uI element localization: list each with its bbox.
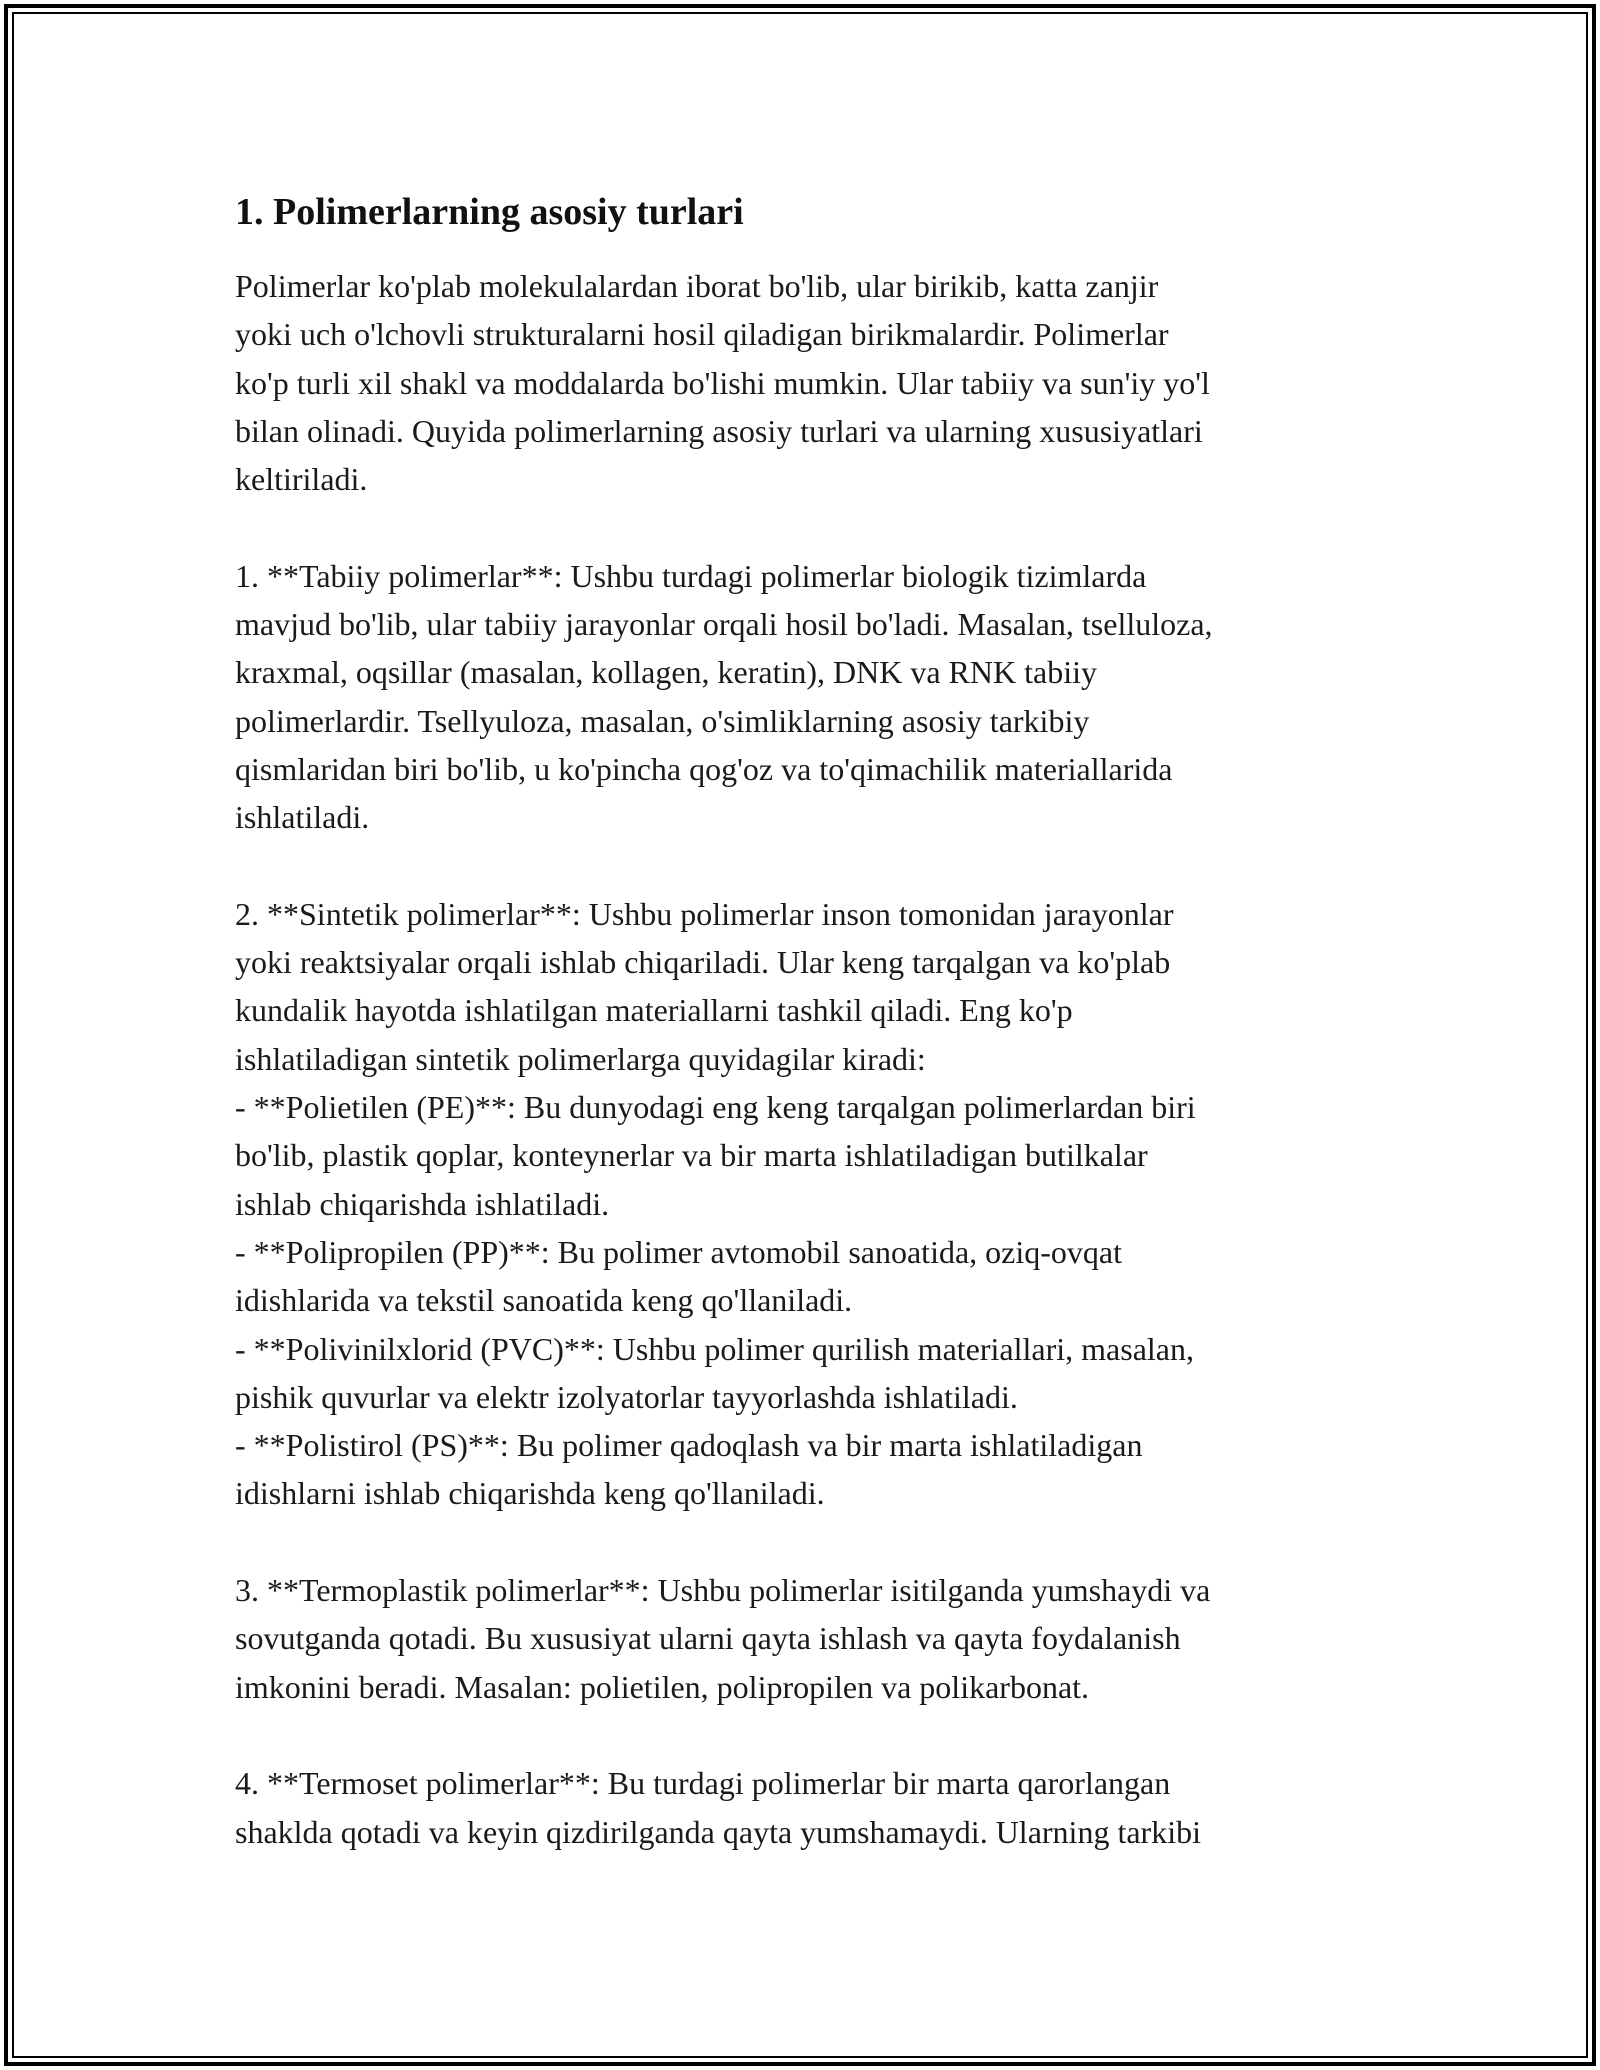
thermoset-polymers-paragraph: 4. **Termoset polimerlar**: Bu turdagi polimerlar bir marta qarorlangan shaklda qotadi va keyin qizdirilganda qayta yumshamaydi. Ularning tarkibi [235, 1765, 1201, 1850]
paragraph-spacer [235, 842, 1385, 890]
document-body [235, 188, 1385, 1856]
synthetic-polymers-paragraph: 2. **Sintetik polimerlar**: Ushbu polimerlar inson tomonidan jarayonlar yoki reaktsiyalar orqali ishlab chiqariladi. Ular keng tarqalgan va ko'plab kundalik hayotda ishlatilgan materiallarni tashkil qiladi. Eng ko'p ishlatiladigan sintetik polimerlarga quyidagilar kiradi: - **Polietilen (PE)**: Bu dunyodagi eng keng tarqalgan polimerlardan biri bo'lib, plastik qoplar, konteynerlar va bir marta ishlatiladigan butilkalar ishlab chiqarishda ishlatiladi. - **Polipropilen (PP)**: Bu polimer avtomobil sanoatida, oziq-ovqat idishlarida va tekstil sanoatida keng qo'llaniladi. - **Polivinilxlorid (PVC)**: Ushbu polimer qurilish materiallari, masalan, pishik quvurlar va elektr izolyatorlar tayyorlashda ishlatiladi. - **Polistirol (PS)**: Bu polimer qadoqlash va bir marta ishlatiladigan idishlarni ishlab chiqarishda keng qo'llaniladi. [235, 895, 1196, 1512]
intro-paragraph: Polimerlar ko'plab molekulalardan iborat bo'lib, ular birikib, katta zanjir yoki uch o'lchovli strukturalarni hosil qiladigan birikmalardir. Polimerlar ko'p turli xil shakl va moddalarda bo'lishi mumkin. Ular tabiiy va sun'iy yo'l bilan olinadi. Quyida polimerlarning asosiy turlari va ularning xususiyatlari keltiriladi. [235, 268, 1210, 498]
section-heading: 1. Polimerlarning asosiy turlari [235, 191, 744, 233]
thermoplastic-polymers-paragraph: 3. **Termoplastik polimerlar**: Ushbu polimerlar isitilganda yumshaydi va sovutganda qotadi. Bu xususiyat ularni qayta ishlash va qayta foydalanish imkonini beradi. Masalan: polietilen, polipropilen va polikarbonat. [235, 1572, 1211, 1705]
paragraph-spacer [235, 1518, 1385, 1566]
natural-polymers-paragraph: 1. **Tabiiy polimerlar**: Ushbu turdagi polimerlar biologik tizimlarda mavjud bo'lib, ular tabiiy jarayonlar orqali hosil bo'ladi. Masalan, tselluloza, kraxmal, oqsillar (masalan, kollagen, keratin), DNK va RNK tabiiy polimerlardir. Tsellyuloza, masalan, o'simliklarning asosiy tarkibiy qismlaridan biri bo'lib, u ko'pincha qog'oz va to'qimachilik materiallarida ishlatiladi. [235, 557, 1213, 836]
paragraph-spacer [235, 503, 1385, 551]
paragraph-spacer [235, 1711, 1385, 1759]
